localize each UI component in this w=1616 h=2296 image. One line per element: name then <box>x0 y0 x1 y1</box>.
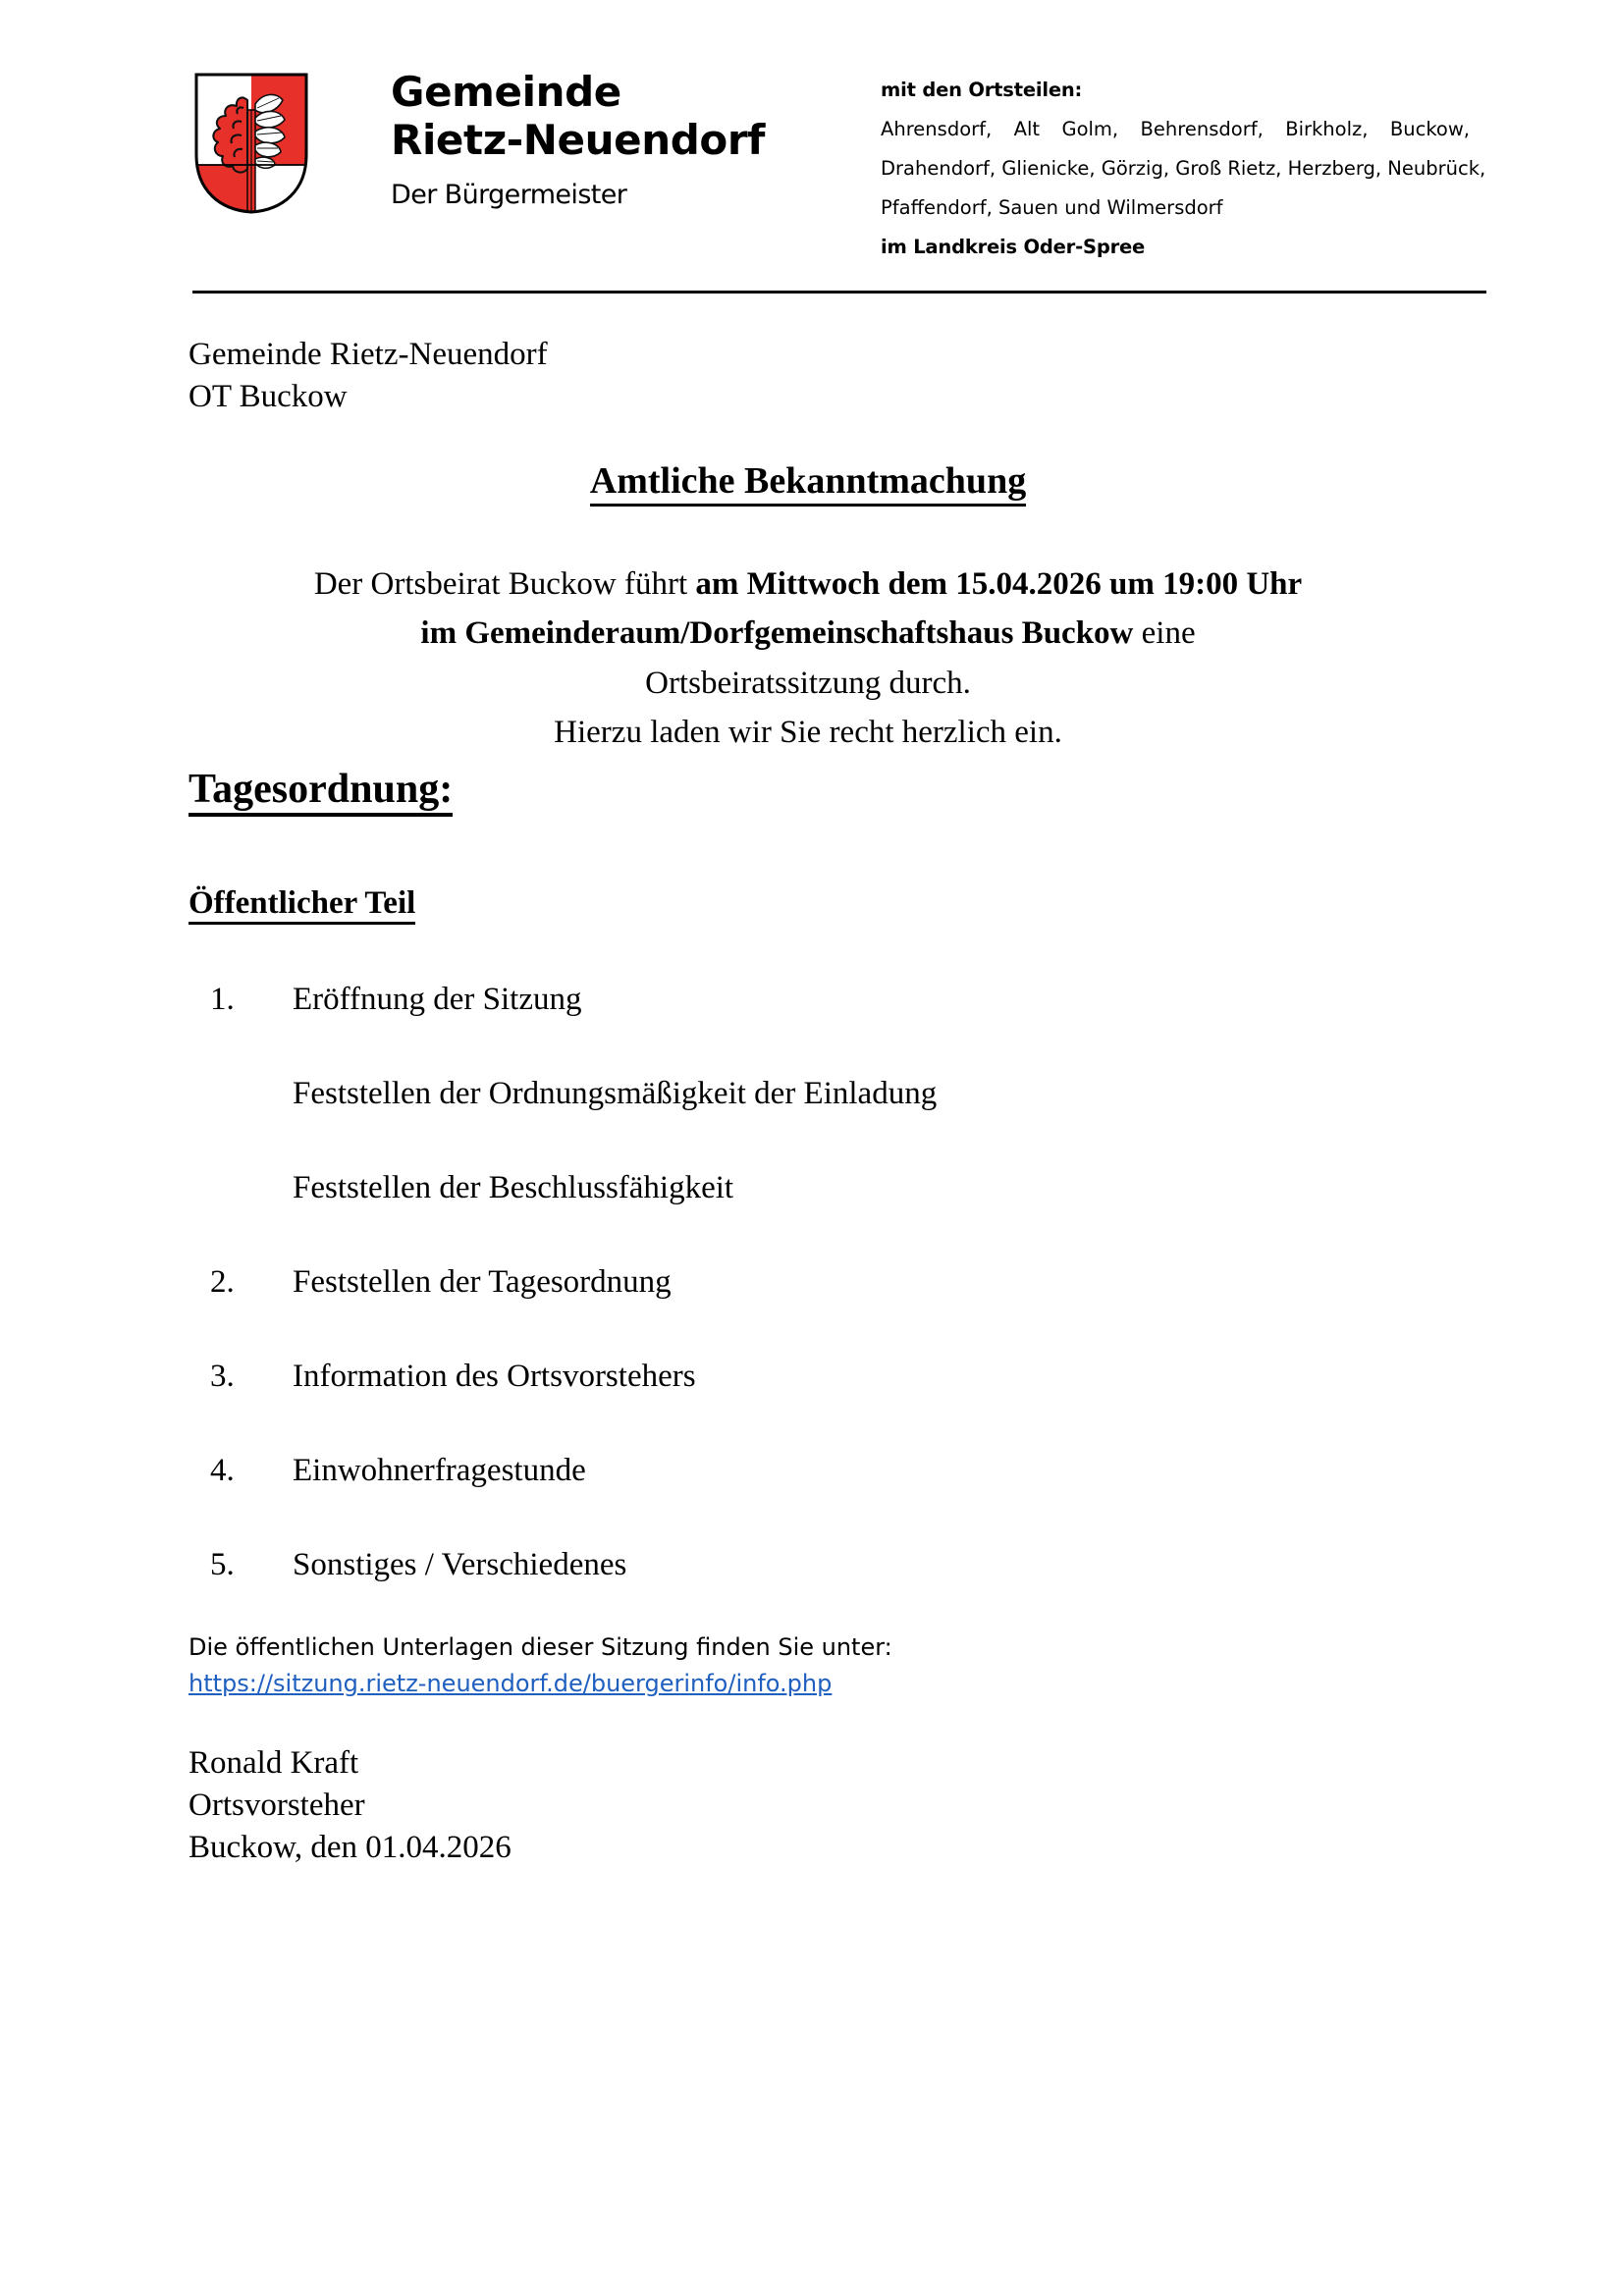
agenda-item-label: Feststellen der Tagesordnung <box>293 1264 672 1300</box>
agenda-item-number: 5. <box>210 1547 235 1582</box>
agenda-item-label: Information des Ortsvorstehers <box>293 1359 696 1394</box>
agenda-item-number: 4. <box>210 1453 235 1488</box>
agenda-section-heading <box>189 885 415 922</box>
agenda-heading-text: Tagesordnung: <box>189 767 453 817</box>
districts-line-2: Drahendorf, Glienicke, Görzig, Groß Rietz, Herzberg, Neubrück, <box>881 156 1486 180</box>
signature-place-date: Buckow, den 01.04.2026 <box>189 1830 512 1866</box>
documents-notice <box>189 1629 892 1702</box>
agenda-item-number: 3. <box>210 1359 235 1394</box>
page-title-text: Amtliche Bekanntmachung <box>590 460 1026 507</box>
intro-paragraph <box>0 560 1616 758</box>
address-line-1: Gemeinde Rietz-Neuendorf <box>189 337 548 372</box>
agenda-item-label: Einwohnerfragestunde <box>293 1453 586 1488</box>
agenda-item <box>189 1453 1416 1489</box>
letterhead <box>192 57 1488 267</box>
intro-line-2 <box>0 609 1616 658</box>
brand-line-2: Rietz-Neuendorf <box>391 115 766 164</box>
agenda-item <box>189 1547 1416 1583</box>
intro-bold-1: am Mittwoch dem 15.04.2026 um 19:00 Uhr <box>695 566 1303 602</box>
brand-line-1: Gemeinde <box>391 68 621 116</box>
brand-block <box>320 57 765 212</box>
agenda-list <box>189 982 1416 1641</box>
districts-block <box>765 57 1488 267</box>
documents-link[interactable]: https://sitzung.rietz-neuendorf.de/buergerinfo/info.php <box>189 1670 833 1698</box>
intro-bold-2: im Gemeinderaum/Dorfgemeinschaftshaus Buckow <box>420 615 1134 652</box>
agenda-item <box>189 1076 1416 1112</box>
intro-line-4: Hierzu laden wir Sie recht herzlich ein. <box>554 715 1062 751</box>
agenda-item-label: Feststellen der Beschlussfähigkeit <box>293 1170 734 1205</box>
agenda-item <box>189 1264 1416 1301</box>
agenda-heading <box>189 766 453 813</box>
signature-role: Ortsvorsteher <box>189 1788 365 1824</box>
agenda-item-number: 2. <box>210 1264 235 1300</box>
intro-line-3: Ortsbeiratssitzung durch. <box>645 665 971 701</box>
agenda-item <box>189 1170 1416 1206</box>
intro-text-2: eine <box>1133 615 1196 652</box>
agenda-item-label: Feststellen der Ordnungsmäßigkeit der Einladung <box>293 1076 938 1111</box>
agenda-section-heading-text: Öffentlicher Teil <box>189 885 415 925</box>
crest-container <box>192 57 320 216</box>
signature-block <box>189 1742 512 1870</box>
agenda-item-number: 1. <box>210 982 235 1017</box>
districts-heading: mit den Ortsteilen: <box>881 79 1083 101</box>
districts-line-3: Pfaffendorf, Sauen und Wilmersdorf <box>881 195 1223 219</box>
address-block <box>189 334 548 418</box>
brand-subtitle: Der Bürgermeister <box>391 180 627 211</box>
header-divider <box>192 291 1486 294</box>
agenda-item <box>189 1359 1416 1395</box>
districts-line-1: Ahrensdorf, Alt Golm, Behrensdorf, Birkholz, Buckow, <box>881 117 1471 140</box>
address-line-2: OT Buckow <box>189 379 348 415</box>
coat-of-arms-icon <box>192 71 310 216</box>
agenda-item-label: Sonstiges / Verschiedenes <box>293 1547 627 1582</box>
intro-text-1: Der Ortsbeirat Buckow führt <box>313 566 696 602</box>
agenda-item <box>189 982 1416 1018</box>
page-title <box>0 459 1616 503</box>
agenda-item-label: Eröffnung der Sitzung <box>293 982 582 1017</box>
documents-notice-text: Die öffentlichen Unterlagen dieser Sitzung finden Sie unter: <box>189 1633 892 1661</box>
signature-name: Ronald Kraft <box>189 1745 359 1781</box>
intro-line-1 <box>0 560 1616 609</box>
districts-footer: im Landkreis Oder-Spree <box>881 235 1146 258</box>
